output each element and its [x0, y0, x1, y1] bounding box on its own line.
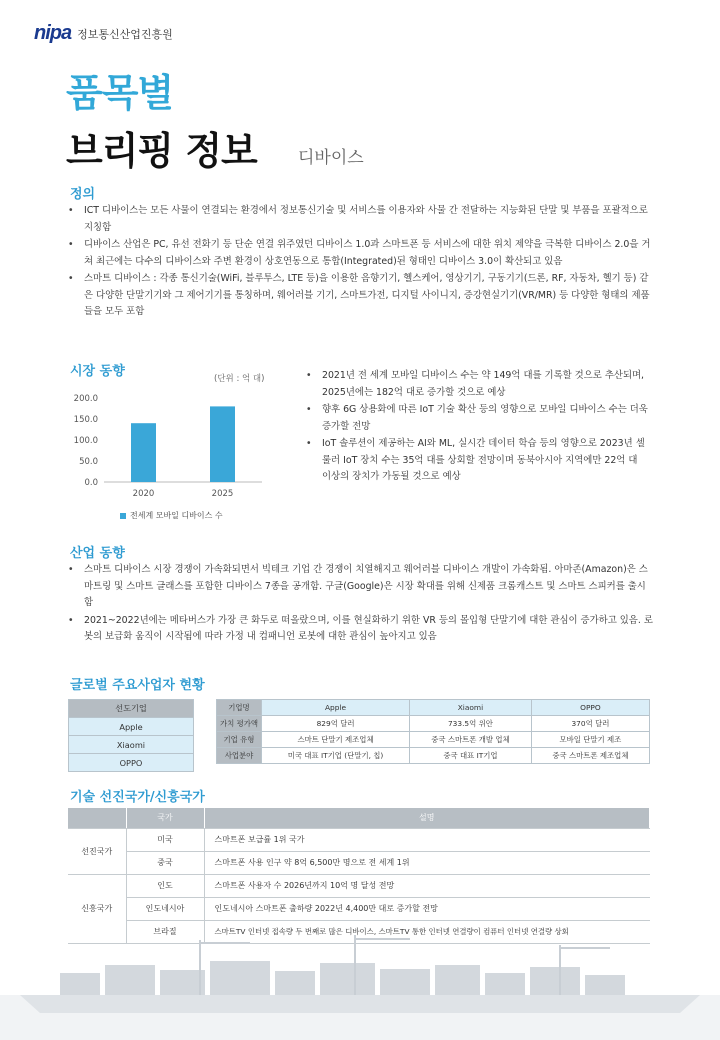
group-label: 선진국가	[68, 828, 126, 874]
table-cell: 미국 대표 IT기업 (단말기, 칩)	[262, 748, 410, 764]
bar-2025	[210, 406, 235, 482]
country-cell: 브라질	[126, 920, 204, 943]
leader-cell: OPPO	[69, 754, 194, 772]
desc-cell: 스마트TV 인터넷 접속량 두 번째로 많은 디바이스, 스마트TV 통한 인터넷 연결량이 컴퓨터 인터넷 연결량 상회	[204, 920, 650, 943]
y-tick-label: 150.0	[73, 415, 98, 425]
leader-cell: Apple	[69, 718, 194, 736]
header	[34, 22, 173, 45]
market-item: • IoT 솔루션이 제공하는 AI와 ML, 실시간 데이터 학습 등의 영향으로 2023년 셀룰러 IoT 장치 수는 35억 대를 상회할 전망이며 동북아시아 지역에만 22억 대 이상의 장치가 가동될 것으로 예상	[304, 436, 649, 486]
global-title: 글로벌 주요사업자 현황	[70, 678, 205, 693]
ship-hull	[20, 995, 700, 1013]
table-cell: 중국 스마트폰 제조업체	[531, 748, 649, 764]
company-header: Apple	[262, 700, 410, 716]
x-tick-label: 2025	[211, 489, 234, 499]
table-row	[68, 851, 650, 874]
table-cell: 829억 달러	[262, 716, 410, 732]
market-list	[304, 368, 649, 487]
industry-item: • 스마트 디바이스 시장 경쟁이 가속화되면서 빅테크 기업 간 경쟁이 치열해지고 웨어러블 디바이스 개발이 가속화됨. 아마존(Amazon)은 스마트링 및 스마트 글래스를 포함한 디바이스 7종을 공개함. 구글(Google)은 시장 확대를 위해 신제품 크롬캐스트 및 스마트 스피커를 출시함	[66, 562, 654, 612]
table-cell: 733.5억 위안	[410, 716, 532, 732]
industry-title: 산업 동향	[70, 546, 125, 561]
title-main: 품목별	[66, 71, 174, 115]
market-title: 시장 동향	[70, 364, 125, 379]
table-cell: 중국 대표 IT기업	[410, 748, 532, 764]
definition-title: 정의	[70, 187, 96, 202]
industry-list	[66, 562, 654, 647]
chart-legend	[120, 510, 223, 521]
country-cell: 중국	[126, 851, 204, 874]
row-label: 가치 평가액	[217, 716, 262, 732]
definition-list	[66, 203, 654, 322]
leader-cell: Xiaomi	[69, 736, 194, 754]
market-item: • 2021년 전 세계 모바일 디바이스 수는 약 149억 대를 기록할 것으로 추산되며, 2025년에는 182억 대로 증가할 것으로 예상	[304, 368, 649, 401]
table-row	[68, 874, 650, 897]
industry-item: • 2021~2022년에는 메타버스가 가장 큰 화두로 떠올랐으며, 이를 현실화하기 위한 VR 등의 몰입형 단말기에 대한 관심이 증가하고 있음. 로봇의 보급화 움직이 시작됨에 따라 가정 내 컴패니언 로봇에 대한 관심이 높아지고 있음	[66, 613, 654, 646]
org-name: 정보통신산업진흥원	[77, 27, 173, 41]
chart-unit: (단위 : 억 대)	[214, 374, 265, 384]
desc-cell: 스마트폰 사용자 수 2026년까지 10억 명 달성 전망	[204, 874, 650, 897]
table-cell: 중국 스마트폰 개발 업체	[410, 732, 532, 748]
x-tick-label: 2020	[132, 489, 155, 499]
table-row	[68, 828, 650, 851]
country-cell: 미국	[126, 828, 204, 851]
desc-cell: 인도네시아 스마트폰 출하량 2022년 4,400만 대로 증가할 전망	[204, 897, 650, 920]
group-label: 신흥국가	[68, 874, 126, 943]
y-tick-label: 0.0	[84, 478, 98, 488]
bar-2020	[131, 423, 156, 482]
definition-item: • 스마트 디바이스 : 각종 통신기술(WiFi, 블루투스, LTE 등)을 이용한 음향기기, 헬스케어, 영상기기, 구동기기(드론, RF, 자동차, 헬기 등) 같은 다양한 단말기기와 그 제어기기를 통칭하며, 웨어러블 기기, 스마트가전, 디지털 사이니지, 증강현실기기(VR/MR) 등 다양한 형태의 제품들을 모두 포함	[66, 271, 654, 321]
y-tick-label: 50.0	[79, 457, 98, 467]
desc-cell: 스마트폰 사용 인구 약 8억 6,500만 명으로 전 세계 1위	[204, 851, 650, 874]
definition-item: • ICT 디바이스는 모든 사물이 연결되는 환경에서 정보통신기술 및 서비스를 이용자와 사물 간 전달하는 지능화된 단말 및 부품을 포괄적으로 지칭함	[66, 203, 654, 236]
table-cell: 스마트 단말기 제조업체	[262, 732, 410, 748]
company-corner: 기업명	[217, 700, 262, 716]
company-header: OPPO	[531, 700, 649, 716]
market-item: • 향후 6G 상용화에 따른 IoT 기술 확산 등의 영향으로 모바일 디바이스 수는 더욱 증가할 전망	[304, 402, 649, 435]
tech-header-desc: 설명	[204, 808, 650, 828]
title-sub: 브리핑 정보	[66, 129, 257, 173]
tech-title: 기술 선진국가/신흥국가	[70, 790, 205, 805]
leader-header: 선도기업	[69, 700, 194, 718]
table-cell: 370억 달러	[531, 716, 649, 732]
tech-header-blank	[68, 808, 126, 828]
country-cell: 인도네시아	[126, 897, 204, 920]
market-chart	[62, 390, 272, 506]
company-table	[216, 699, 650, 764]
legend-swatch	[120, 513, 126, 519]
nipa-logo: nipa	[34, 22, 72, 44]
y-tick-label: 200.0	[73, 394, 98, 404]
table-cell: 모바일 단말기 제조	[531, 732, 649, 748]
title-category: 디바이스	[298, 148, 364, 168]
row-label: 사업분야	[217, 748, 262, 764]
y-tick-label: 100.0	[73, 436, 98, 446]
legend-label: 전세계 모바일 디바이스 수	[130, 511, 223, 520]
port-illustration	[0, 935, 720, 1040]
company-header: Xiaomi	[410, 700, 532, 716]
leader-table	[68, 699, 194, 772]
tech-table	[68, 808, 650, 944]
table-row	[68, 897, 650, 920]
definition-item: • 디바이스 산업은 PC, 유선 전화기 등 단순 연결 위주였던 디바이스 1.0과 스마트폰 등 서비스에 대한 위치 제약을 극복한 디바이스 2.0을 거쳐 최근에는 다수의 디바이스와 주변 환경이 상호연동으로 통합(Integrated)된 형태인 디바이스 3.0이 확산되고 있음	[66, 237, 654, 270]
tech-header-country: 국가	[126, 808, 204, 828]
row-label: 기업 유형	[217, 732, 262, 748]
desc-cell: 스마트폰 보급률 1위 국가	[204, 828, 650, 851]
containers	[60, 961, 625, 995]
country-cell: 인도	[126, 874, 204, 897]
